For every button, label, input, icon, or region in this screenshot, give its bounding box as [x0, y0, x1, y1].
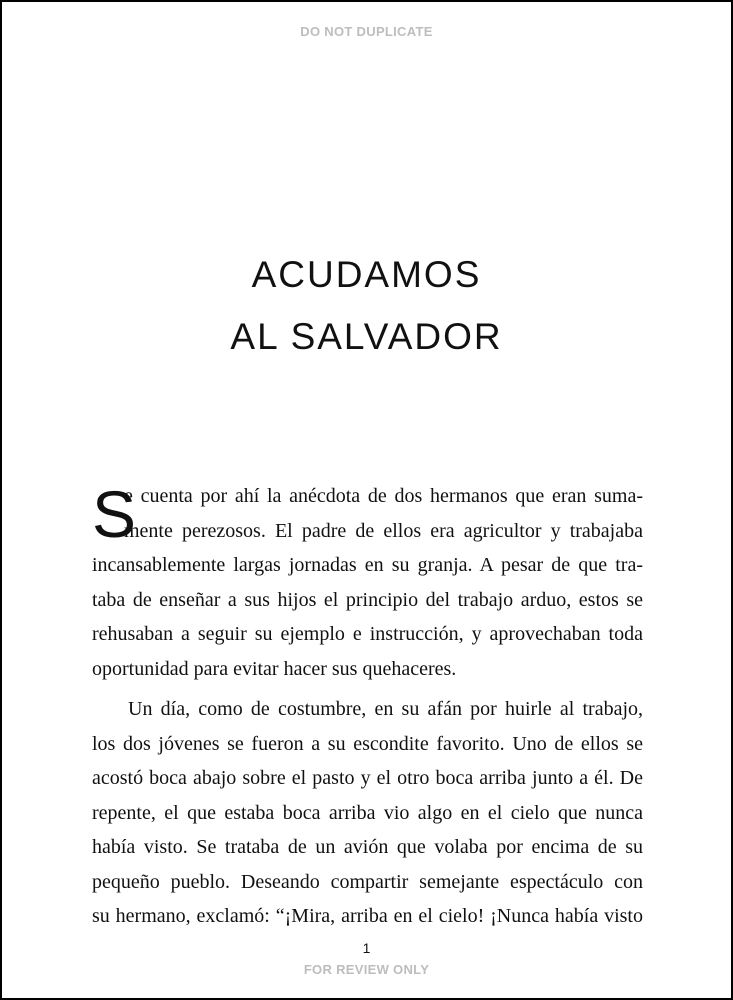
text-line: Un día, como de costumbre, en su afán por huirle al trabajo, [128, 698, 643, 720]
text-line: incansablemente largas jornadas en su granja. A pesar de que tra- [92, 554, 643, 576]
text-line: pequeño pueblo. Deseando compartir semejante espectáculo con [92, 870, 643, 893]
text-line: acostó boca abajo sobre el pasto y el otro boca arriba junto a él. De [92, 767, 643, 789]
text-line: rehusaban a seguir su ejemplo e instrucción, y aprovechaban toda [92, 623, 643, 645]
body-text [92, 479, 643, 934]
chapter-title [2, 244, 731, 368]
text-line: mente perezosos. El padre de ellos era agricultor y trabajaba [124, 519, 643, 542]
text-line: su hermano, exclamó: “¡Mira, arriba en el cielo! ¡Nunca había visto [92, 905, 643, 927]
text-line: repente, el que estaba boca arriba vio algo en el cielo que nunca [92, 801, 643, 824]
paragraph-2 [92, 692, 643, 934]
text-line: había visto. Se trataba de un avión que volaba por encima de su [92, 836, 643, 858]
watermark-bottom: FOR REVIEW ONLY [303, 962, 430, 977]
drop-cap: S [92, 477, 137, 551]
page-number: 1 [362, 940, 371, 956]
chapter-title-line-1: ACUDAMOS [251, 254, 482, 295]
text-line: e cuenta por ahí la anécdota de dos hermanos que eran suma- [124, 485, 643, 507]
text-line: taba de enseñar a sus hijos el principio del trabajo arduo, estos se [92, 588, 643, 611]
watermark-top: DO NOT DUPLICATE [300, 24, 433, 39]
text-line: oportunidad para evitar hacer sus quehaceres. [92, 657, 457, 680]
chapter-title-line-2: AL SALVADOR [230, 316, 503, 357]
paragraph-1 [92, 479, 643, 686]
text-line: los dos jóvenes se fueron a su escondite favorito. Uno de ellos se [92, 732, 643, 755]
